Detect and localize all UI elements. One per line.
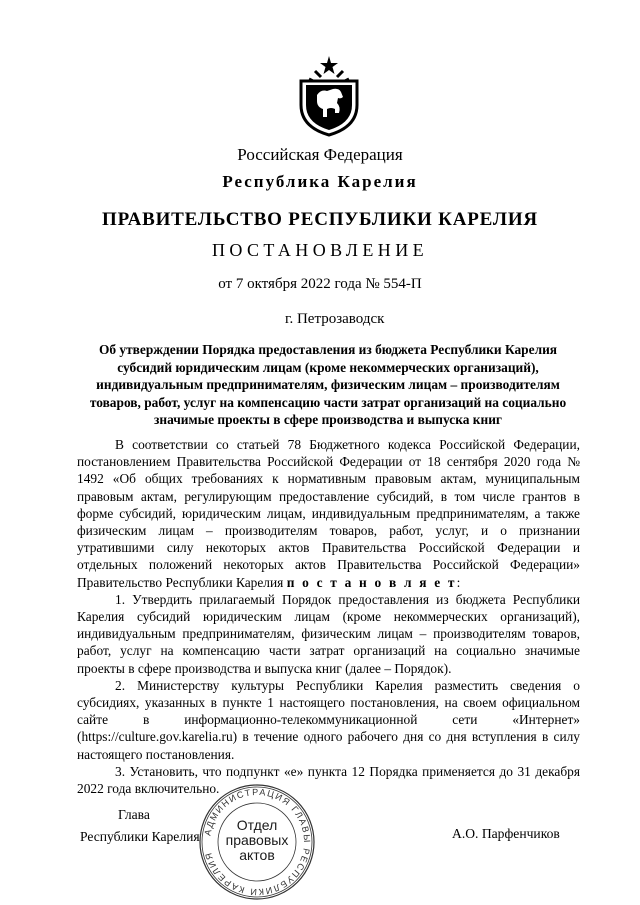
stamp-ring-text: АДМИНИСТРАЦИЯ ГЛАВЫ РЕСПУБЛИКИ КАРЕЛИЯ (202, 786, 313, 898)
government-heading: ПРАВИТЕЛЬСТВО РЕСПУБЛИКИ КАРЕЛИЯ (102, 209, 538, 230)
item-1-paragraph: 1. Утвердить прилагаемый Порядок предоставления из бюджета Республики Карелия субсидий юридическим лицам (кроме некоммерческих организаций), индивидуальным предпринимателям, физическим лицам – производителям товаров, работ, услуг на компенсацию части затрат организаций на социально значимые проекты в сфере производства и выпуска книг (далее – Порядок). (77, 591, 580, 676)
signatory-position-line2: Республики Карелия (80, 829, 200, 844)
stamp-line2: правовых (225, 831, 289, 848)
preamble-paragraph (77, 436, 580, 591)
document-body (77, 436, 580, 797)
republic-heading: Республика Карелия (222, 172, 418, 191)
country-heading: Российская Федерация (237, 145, 403, 164)
stamp-line1: Отдел (236, 816, 278, 833)
document-kind-heading: ПОСТАНОВЛЕНИЕ (211, 240, 429, 260)
karelia-coat-of-arms-icon (297, 55, 361, 137)
signatory-name: А.О. Парфенчиков (452, 826, 560, 841)
decree-word: п о с т а н о в л я е т (286, 574, 457, 590)
stamp-center-text (214, 809, 300, 871)
signatory-position-line1: Глава (118, 807, 150, 822)
document-title: Об утверждении Порядка предоставления из бюджета Республики Карелия субсидий юридическим лицам (кроме некоммерческих организаций), индивидуальным предпринимателям, физическим лицам – производителям товаров, работ, услуг на компенсацию части затрат организаций на социально значимые проекты в сфере производства и выпуска книг (89, 342, 567, 428)
document-city: г. Петрозаводск (285, 311, 385, 327)
item-2-paragraph: 2. Министерству культуры Республики Карелия разместить сведения о субсидиях, указанных в пункте 1 настоящего постановления, на своем официальном сайте в информационно-телекоммуникационной сети «Интернет» (https://culture.gov.karelia.ru) в течение одного рабочего дня со дня вступления в силу настоящего постановления. (77, 677, 580, 762)
decree-colon: : (456, 574, 461, 590)
signatory-position (80, 804, 200, 848)
document-date-number: от 7 октября 2022 года № 554-П (218, 276, 422, 292)
preamble-text: В соответствии со статьей 78 Бюджетного кодекса Российской Федерации, постановлением Правительства Российской Федерации от 18 сентября 2020 года № 1492 «Об общих требованиях к нормативным правовым актам, муниципальным правовым актам, регулирующим предоставление субсидий, в том числе грантов в форме субсидий, юридическим лицам, индивидуальным предпринимателям, а также физическим лицам – производителям товаров, работ, услуг, и о признании утратившими силу некоторых актов Правительства Российской Федерации и отдельных положений некоторых актов Правительства Российской Федерации» Правительство Республики Карелия (77, 437, 580, 590)
item-3-paragraph: 3. Установить, что подпункт «е» пункта 12 Порядка применяется до 31 декабря 2022 года включительно. (77, 763, 580, 797)
stamp-line3: актов (239, 846, 275, 863)
